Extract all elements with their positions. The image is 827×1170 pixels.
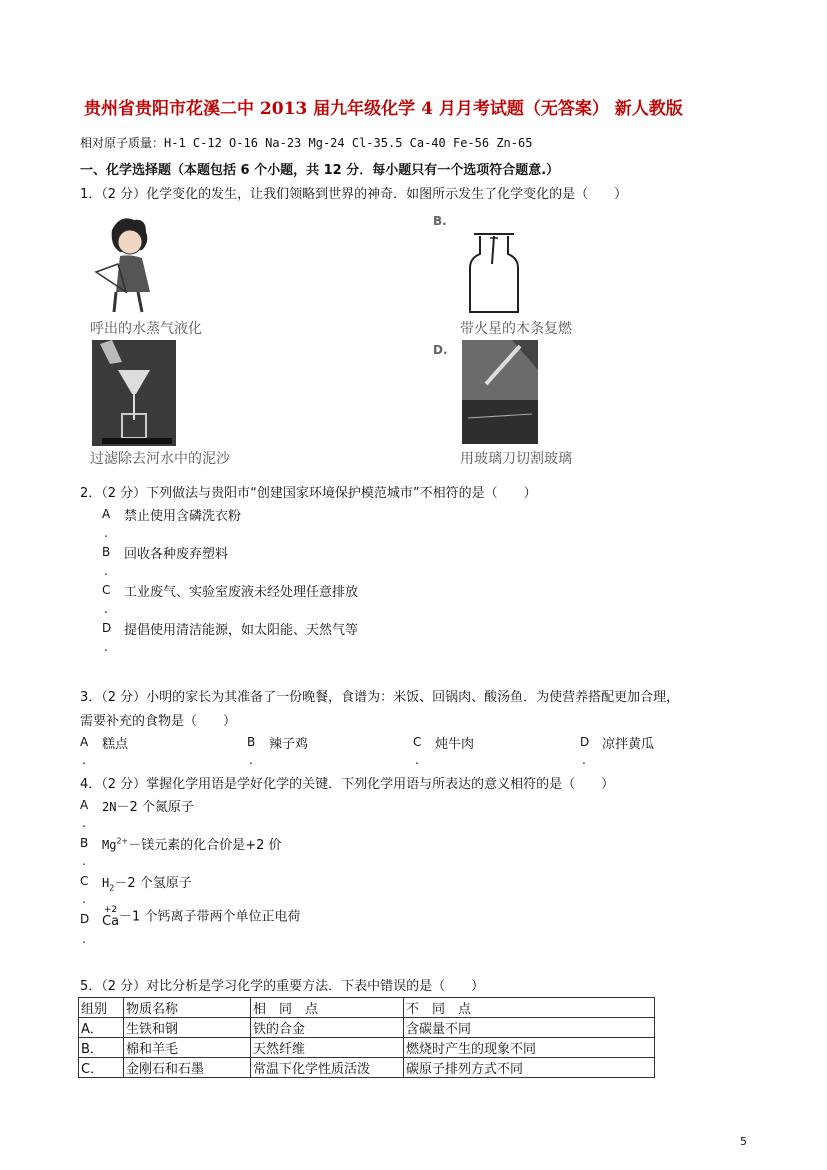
q4-dot: .: [82, 932, 86, 946]
table-row: [79, 1038, 655, 1058]
glass-cutter-icon: [462, 340, 538, 444]
table-header-cell: 组别: [79, 998, 124, 1018]
q4-a-text: －2 个氮原子: [116, 800, 194, 815]
page-number: 5: [740, 1135, 747, 1148]
table-header-row: [79, 998, 655, 1018]
q4-option-c-letter: C: [80, 874, 89, 888]
question-5-stem: 5．（2 分）对比分析是学习化学的重要方法．下表中错误的是（ ）: [80, 979, 485, 994]
page-title: 贵州省贵阳市花溪二中 2013 届九年级化学 4 月月考试题（无答案） 新人教版: [84, 99, 683, 119]
table-cell: 金刚石和石墨: [124, 1058, 251, 1078]
girl-breathing-icon: [90, 212, 170, 316]
question-3-stem-line1: 3．（2 分）小明的家长为其准备了一份晚餐，食谱为：米饭、回锅肉、酸汤鱼．为使营养搭配更加合理，: [80, 690, 680, 705]
q4-option-d: [102, 906, 300, 928]
q2-option-d-text: 提倡使用清洁能源，如太阳能、天然气等: [124, 623, 359, 638]
filtration-icon: [92, 340, 176, 446]
q4-c-text: －2 个氢原子: [114, 876, 192, 891]
table-cell: 常温下化学性质活泼: [251, 1058, 404, 1078]
q3-option-d-text: 凉拌黄瓜: [602, 737, 655, 752]
comparison-table: [78, 997, 655, 1078]
q3-option-c-letter: C: [413, 735, 422, 749]
q2-dot: .: [104, 640, 108, 654]
figure-a-caption: 呼出的水蒸气液化: [90, 321, 202, 337]
q3-dot: .: [582, 753, 586, 767]
figure-b-caption: 带火星的木条复燃: [460, 321, 572, 337]
figure-a-image: [90, 212, 170, 316]
q2-dot: .: [104, 602, 108, 616]
q4-b-formula: Mg: [102, 838, 117, 852]
q3-option-a-text: 糕点: [102, 737, 129, 752]
q2-dot: .: [104, 564, 108, 578]
figure-d-caption: 用玻璃刀切割玻璃: [460, 451, 572, 467]
q3-dot: .: [415, 753, 419, 767]
q2-option-b-text: 回收各种废弃塑料: [124, 547, 229, 562]
q4-dot: .: [82, 816, 86, 830]
q2-option-b-letter: B: [102, 545, 111, 559]
table-cell: 棉和羊毛: [124, 1038, 251, 1058]
table-header-cell: 物质名称: [124, 998, 251, 1018]
q2-option-c-text: 工业废气、实验室废液未经处理任意排放: [124, 585, 359, 600]
q4-dot: .: [82, 892, 86, 906]
question-2-stem: 2．（2 分）下列做法与贵阳市“创建国家环境保护模范城市”不相符的是（ ）: [80, 486, 537, 501]
q3-dot: .: [82, 753, 86, 767]
q4-option-a: [102, 796, 194, 815]
table-cell: 含碳量不同: [404, 1018, 655, 1038]
figure-c-image: [92, 340, 176, 446]
q2-dot: .: [104, 526, 108, 540]
table-cell: 生铁和钢: [124, 1018, 251, 1038]
q4-d-valence: +2: [103, 905, 118, 915]
q4-b-text: －镁元素的化合价是+2 价: [128, 838, 282, 853]
table-row: [79, 1018, 655, 1038]
question-1-stem: 1．（2 分）化学变化的发生，让我们领略到世界的神奇．如图所示发生了化学变化的是（ ）: [80, 187, 628, 202]
table-cell: 碳原子排列方式不同: [404, 1058, 655, 1078]
q2-option-a-text: 禁止使用含磷洗衣粉: [124, 509, 242, 524]
q2-option-a-letter: A: [102, 507, 111, 521]
figure-b-image: [460, 222, 530, 316]
figure-c-caption: 过滤除去河水中的泥沙: [90, 451, 230, 467]
question-4-stem: 4．（2 分）掌握化学用语是学好化学的关键．下列化学用语与所表达的意义相符的是（ ）: [80, 777, 615, 792]
q3-option-d-letter: D: [580, 735, 590, 749]
q4-option-a-letter: A: [80, 798, 89, 812]
q4-dot: .: [82, 854, 86, 868]
table-header-cell: 相 同 点: [251, 998, 404, 1018]
q3-option-b-text: 辣子鸡: [269, 737, 309, 752]
q4-option-c: [102, 872, 192, 893]
table-header-cell: 不 同 点: [404, 998, 655, 1018]
q4-c-sub: 2: [109, 883, 115, 893]
table-cell: A．: [79, 1018, 124, 1038]
figure-b-letter: B.: [433, 214, 447, 228]
table-cell: 铁的合金: [251, 1018, 404, 1038]
table-cell: 燃烧时产生的现象不同: [404, 1038, 655, 1058]
q4-b-sup: 2+: [116, 836, 129, 846]
section-heading: 一、化学选择题（本题包括 6 个小题，共 12 分．每小题只有一个选项符合题意.）: [80, 163, 560, 178]
table-row: [79, 1058, 655, 1078]
q4-a-formula: 2N: [102, 800, 117, 814]
q4-c-formula: H: [102, 876, 110, 890]
q2-option-d-letter: D: [102, 621, 112, 635]
q3-option-c-text: 炖牛肉: [435, 737, 475, 752]
q3-option-b-letter: B: [247, 735, 256, 749]
figure-d-image: [462, 340, 538, 444]
q4-d-formula: Ca: [102, 914, 120, 929]
q4-option-d-letter: D: [80, 912, 90, 926]
question-3-stem-line2: 需要补充的食物是（ ）: [80, 714, 237, 729]
table-cell: B．: [79, 1038, 124, 1058]
q3-option-a-letter: A: [80, 735, 89, 749]
q2-option-c-letter: C: [102, 583, 111, 597]
q4-option-b: [102, 834, 282, 853]
atomic-mass-line: 相对原子质量：H-1 C-12 O-16 Na-23 Mg-24 Cl-35.5 Ca-40 Fe-56 Zn-65: [80, 136, 533, 150]
q3-dot: .: [249, 753, 253, 767]
figure-d-letter: D.: [433, 343, 448, 357]
table-cell: 天然纤维: [251, 1038, 404, 1058]
q4-option-b-letter: B: [80, 836, 89, 850]
bottle-splint-icon: [460, 222, 530, 316]
q4-d-text: －1 个钙离子带两个单位正电荷: [119, 909, 301, 925]
table-cell: C．: [79, 1058, 124, 1078]
